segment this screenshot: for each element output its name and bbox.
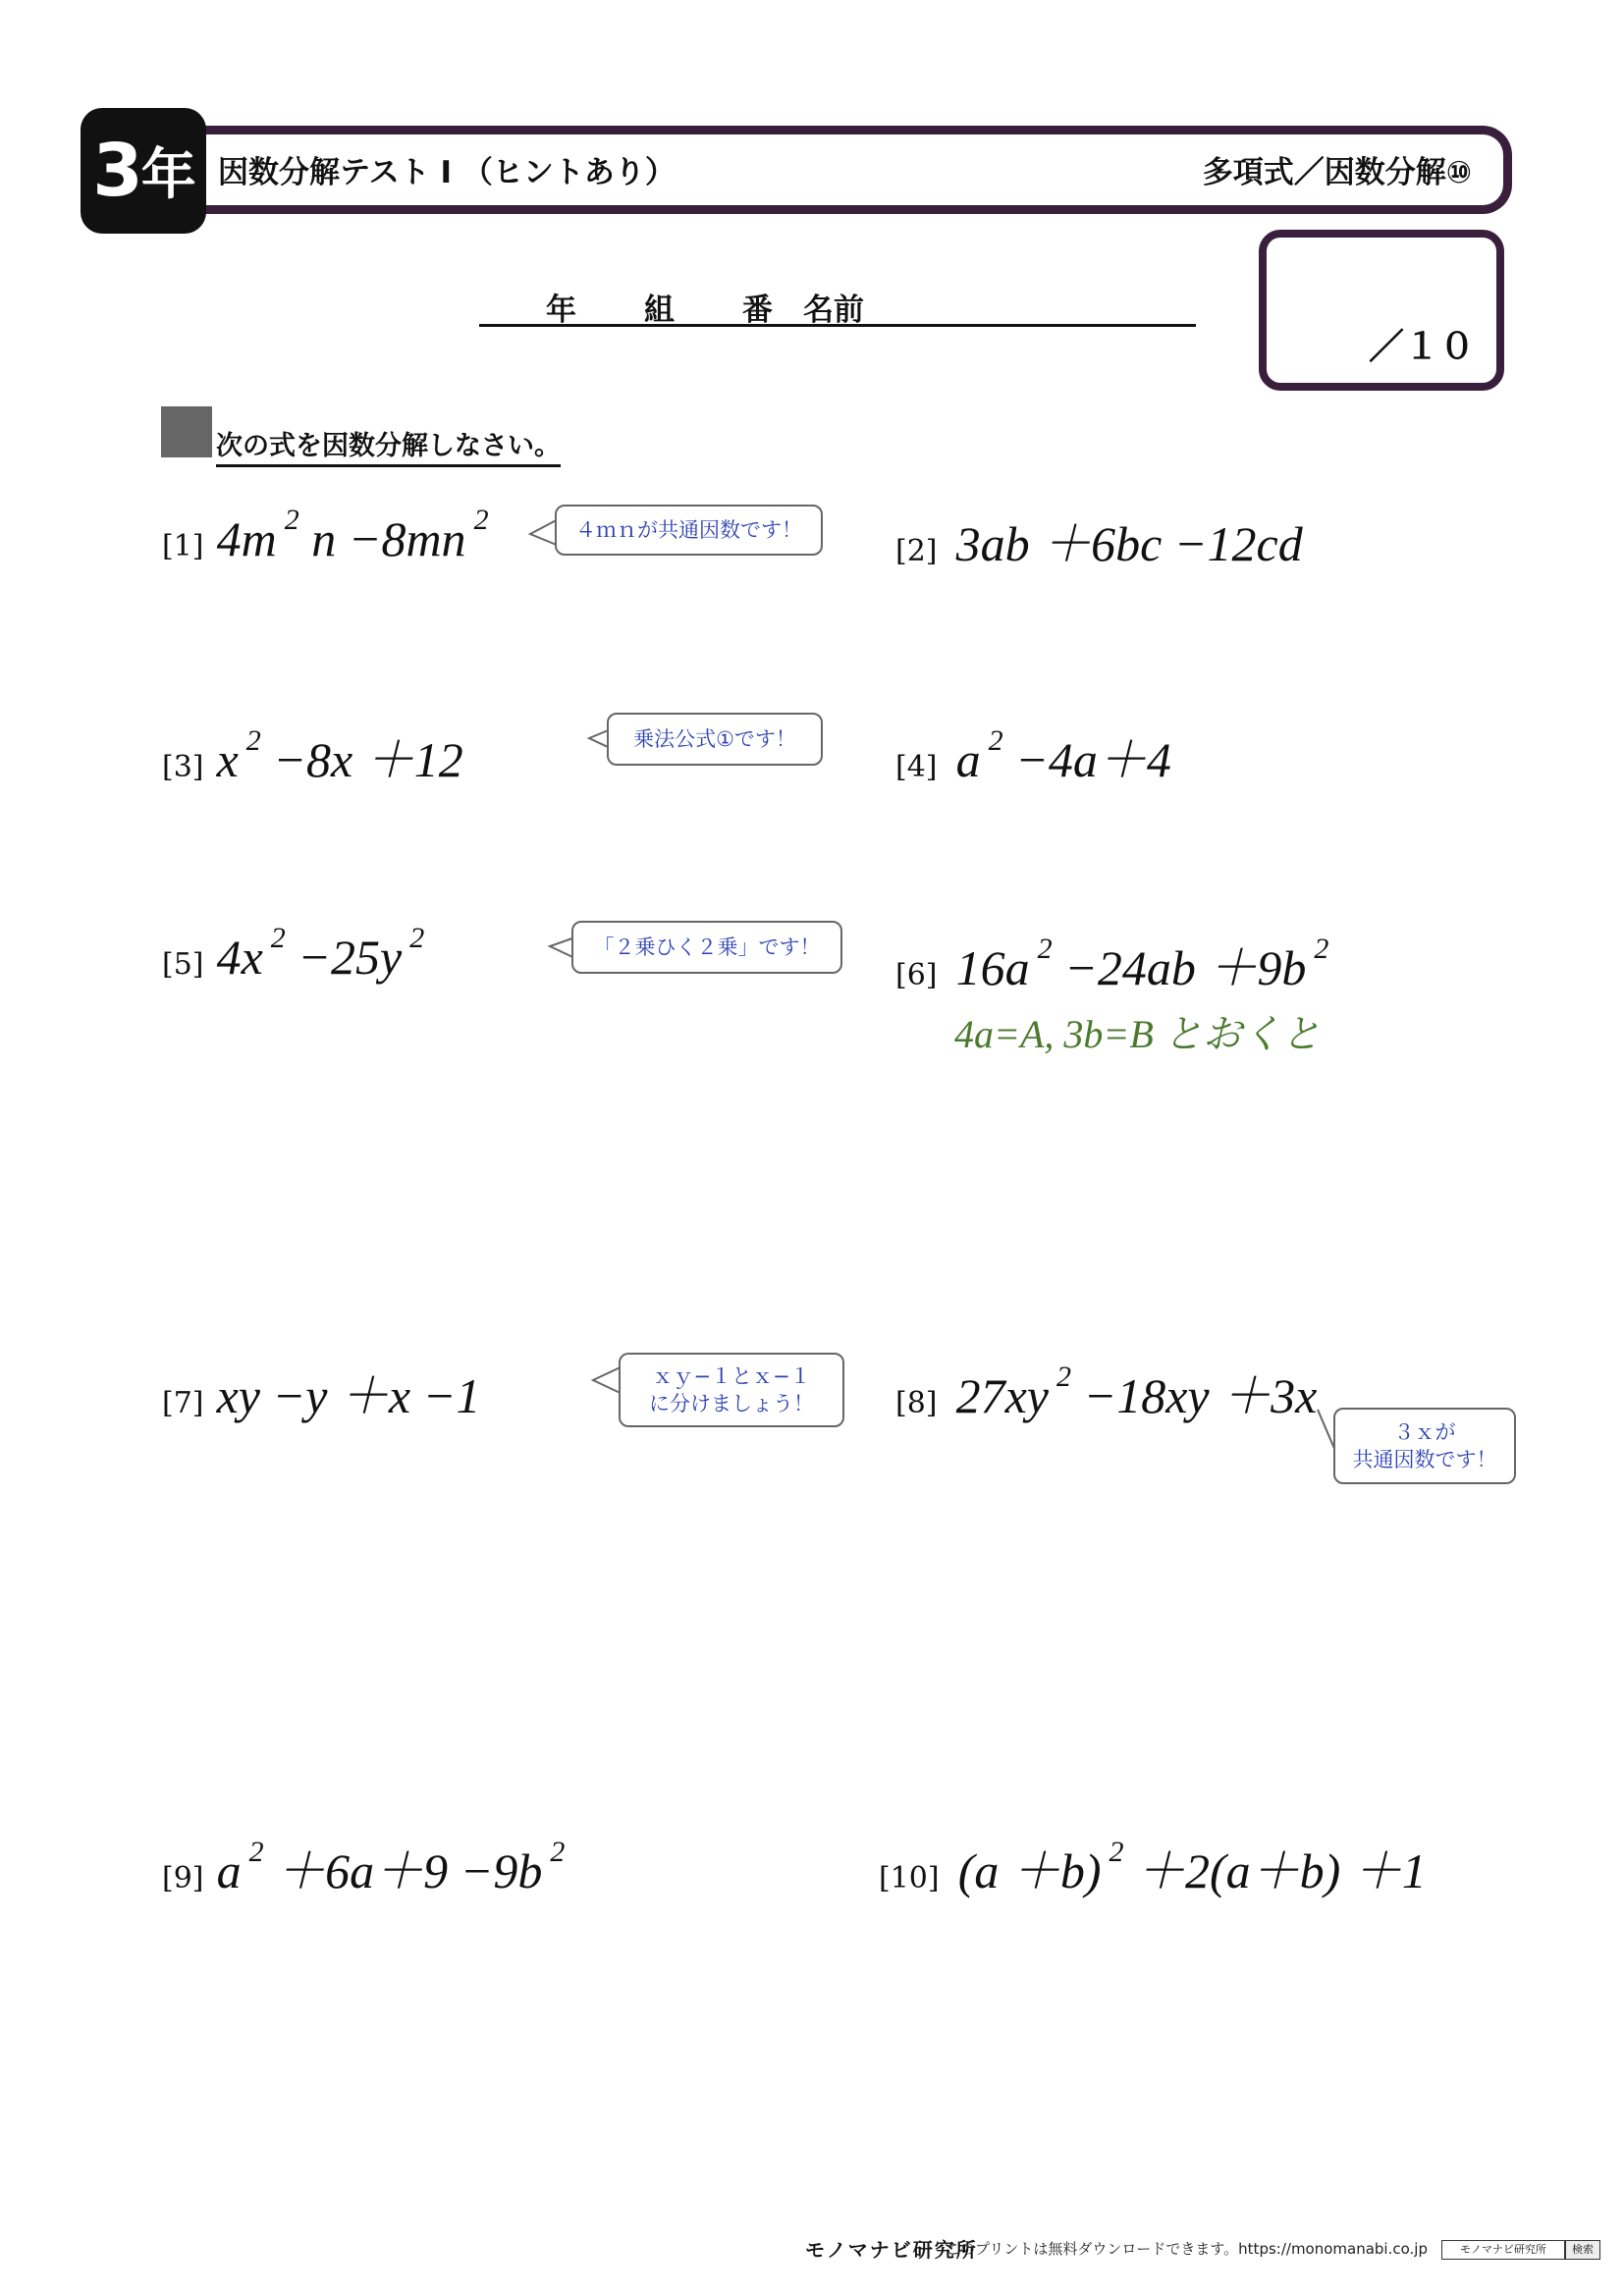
problem-label: [3] <box>162 750 204 784</box>
problem-label: [5] <box>162 947 204 982</box>
problem-4 <box>895 721 1171 791</box>
footer-text: このプリントは無料ダウンロードできます。https://monomanabi.co.jp <box>945 2240 1428 2258</box>
problem-1 <box>162 504 489 567</box>
class-label: 組 <box>644 293 675 328</box>
hint-bubble-7 <box>619 1353 844 1427</box>
problem-label: [4] <box>895 750 938 784</box>
problem-expression: x $^2$ −8x ＋12 <box>216 724 463 787</box>
hint-bubble-3: 乗法公式①です！ <box>607 713 823 766</box>
problem-9 <box>162 1832 565 1902</box>
problem-expression: 16a $^2$ −24ab ＋9b $^2$ <box>955 933 1329 995</box>
grade-number: 3 <box>92 129 141 213</box>
hint-bubble-8 <box>1333 1408 1516 1484</box>
hint-line: ｘｙ−１とｘ−１ <box>652 1363 811 1388</box>
problem-expression: 4m $^2$ n −8mn $^2$ <box>216 504 489 566</box>
problem-label: [1] <box>162 529 204 563</box>
problem-label: [8] <box>895 1386 938 1420</box>
grade-badge <box>81 108 206 234</box>
problem-expression: 3ab ＋6bc −12cd <box>955 516 1303 571</box>
instruction-marker <box>161 406 212 457</box>
problem-label: [10] <box>879 1861 940 1896</box>
problem-6 <box>895 929 1328 999</box>
hint-note-6: 4a=A, 3b=B とおくと <box>954 1012 1321 1056</box>
problem-3 <box>162 721 463 791</box>
hint-bubble-5: 「２乗ひく２乗」です！ <box>571 921 842 974</box>
problem-expression: a $^2$ −4a＋4 <box>955 724 1171 787</box>
name-label: 名前 <box>803 293 864 328</box>
problem-5 <box>162 922 425 986</box>
problem-expression: xy −y ＋x −1 <box>216 1368 481 1423</box>
problem-label: [7] <box>162 1386 204 1420</box>
hint-line: に分けましょう！ <box>649 1392 814 1415</box>
score-box <box>1259 230 1504 391</box>
hint-line: 共通因数です！ <box>1352 1448 1497 1471</box>
score-total: ／１０ <box>1368 327 1475 367</box>
problem-10 <box>879 1832 1427 1902</box>
footer-search-button: 検索 <box>1565 2240 1600 2260</box>
footer-search-box: モノマナビ研究所 <box>1441 2240 1565 2260</box>
hint-bubble-1: ４ｍｎが共通因数です！ <box>555 505 823 556</box>
number-label: 番 <box>742 293 773 328</box>
instruction-text: 次の式を因数分解しなさい。 <box>216 424 561 467</box>
problem-7 <box>162 1357 480 1427</box>
hint-line: ３ｘが <box>1393 1419 1456 1444</box>
problem-label: [2] <box>895 534 938 568</box>
problem-label: [9] <box>162 1861 204 1896</box>
problem-expression: a $^2$ ＋6a＋9 −9b $^2$ <box>216 1836 566 1898</box>
problem-expression: 4x $^2$ −25y $^2$ <box>216 922 425 985</box>
problem-8 <box>895 1357 1317 1427</box>
footer-logo: モノマナビ研究所 <box>805 2238 978 2262</box>
year-label: 年 <box>546 293 576 328</box>
unit-title: 多項式／因数分解⑩ <box>1202 155 1472 190</box>
grade-suffix: 年 <box>140 143 194 207</box>
problem-expression: (a ＋b) $^2$ ＋2(a＋b) ＋1 <box>957 1836 1427 1898</box>
problem-2 <box>895 505 1303 575</box>
problem-label: [6] <box>895 958 938 992</box>
worksheet-title: 因数分解テスト I （ヒントあり） <box>218 155 676 190</box>
name-line <box>479 285 1196 327</box>
problem-expression: 27xy $^2$ −18xy ＋3x <box>955 1361 1318 1423</box>
